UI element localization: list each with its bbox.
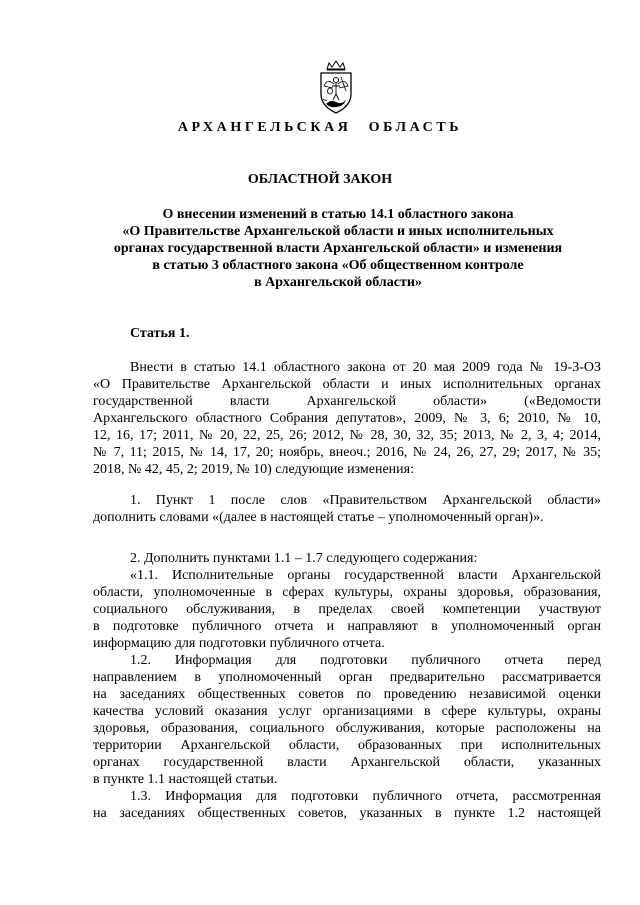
law-title-line: «О Правительстве Архангельской области и иных исполнительных bbox=[122, 224, 554, 239]
text-line: «О Правительстве Архангельской области и иных исполнительных органах bbox=[93, 377, 601, 392]
text-line: в подготовке публичного отчета и направляют в уполномоченный орган bbox=[93, 619, 601, 634]
text-line: 1. Пункт 1 после слов «Правительством Архангельской области» bbox=[130, 493, 601, 508]
text-line: в пункте 1.1 настоящей статьи. bbox=[93, 772, 278, 787]
law-title-line: в Архангельской области» bbox=[254, 275, 422, 290]
region-title: АРХАНГЕЛЬСКАЯ ОБЛАСТЬ bbox=[177, 120, 463, 135]
text-line: на заседаниях общественных советов по проведению независимой оценки bbox=[93, 687, 601, 702]
law-type-heading: ОБЛАСТНОЙ ЗАКОН bbox=[247, 172, 393, 187]
law-title-line: в статью 3 областного закона «Об общественном контроле bbox=[152, 258, 524, 273]
text-line: органах государственной власти Архангельской области, указанных bbox=[93, 755, 601, 770]
text-line: здоровья, образования, социального обслуживания, которые расположены на bbox=[93, 721, 601, 736]
law-title-line: органах государственной власти Архангельской области» и изменения bbox=[113, 241, 563, 256]
text-line: 1.3. Информация для подготовки публичного отчета, рассмотренная bbox=[130, 789, 601, 804]
text-line: 2. Дополнить пунктами 1.1 – 1.7 следующего содержания: bbox=[130, 551, 478, 566]
amendment-item-2 bbox=[93, 550, 601, 822]
text-line: информацию для подготовки публичного отчета. bbox=[93, 636, 385, 651]
text-line: Архангельского областного Собрания депутатов», 2009, № 3, 6; 2010, № 10, bbox=[93, 411, 601, 426]
text-line: дополнить словами «(далее в настоящей статье – уполномоченный орган)». bbox=[93, 510, 544, 525]
text-line: направлением в уполномоченный орган предварительно рассматривается bbox=[93, 670, 601, 685]
text-line: области, уполномоченные в сферах культуры, охраны здоровья, образования, bbox=[93, 585, 601, 600]
coat-of-arms-icon bbox=[313, 60, 359, 116]
article-heading: Статья 1. bbox=[130, 326, 190, 341]
text-line: 12, 16, 17; 2011, № 20, 22, 25, 26; 2012, № 28, 30, 32, 35; 2013, № 2, 3, 4; 2014, bbox=[93, 428, 601, 443]
law-title bbox=[88, 206, 588, 291]
text-line: территории Архангельской области, образованных при исполнительных bbox=[93, 738, 601, 753]
text-line: государственной власти Архангельской области» («Ведомости bbox=[93, 394, 601, 409]
text-line: 2018, № 42, 45, 2; 2019, № 10) следующие изменения: bbox=[93, 462, 414, 477]
text-line: 1.2. Информация для подготовки публичного отчета перед bbox=[130, 653, 601, 668]
text-line: № 7, 11; 2015, № 14, 17, 20; ноябрь, внеоч.; 2016, № 24, 26, 27, 29; 2017, № 35; bbox=[93, 445, 601, 460]
text-line: социального обслуживания, в пределах своей компетенции участвуют bbox=[93, 602, 601, 617]
law-title-line: О внесении изменений в статью 14.1 областного закона bbox=[162, 207, 514, 222]
article-intro-paragraph bbox=[93, 359, 601, 478]
text-line: качества условий оказания услуг организациями в сфере культуры, охраны bbox=[93, 704, 601, 719]
text-line: Внести в статью 14.1 областного закона от 20 мая 2009 года № 19-3-ОЗ bbox=[130, 360, 601, 375]
text-line: на заседаниях общественных советов, указанных в пункте 1.2 настоящей bbox=[93, 806, 601, 821]
text-line: «1.1. Исполнительные органы государственной власти Архангельской bbox=[130, 568, 601, 583]
amendment-item-1 bbox=[93, 492, 601, 526]
